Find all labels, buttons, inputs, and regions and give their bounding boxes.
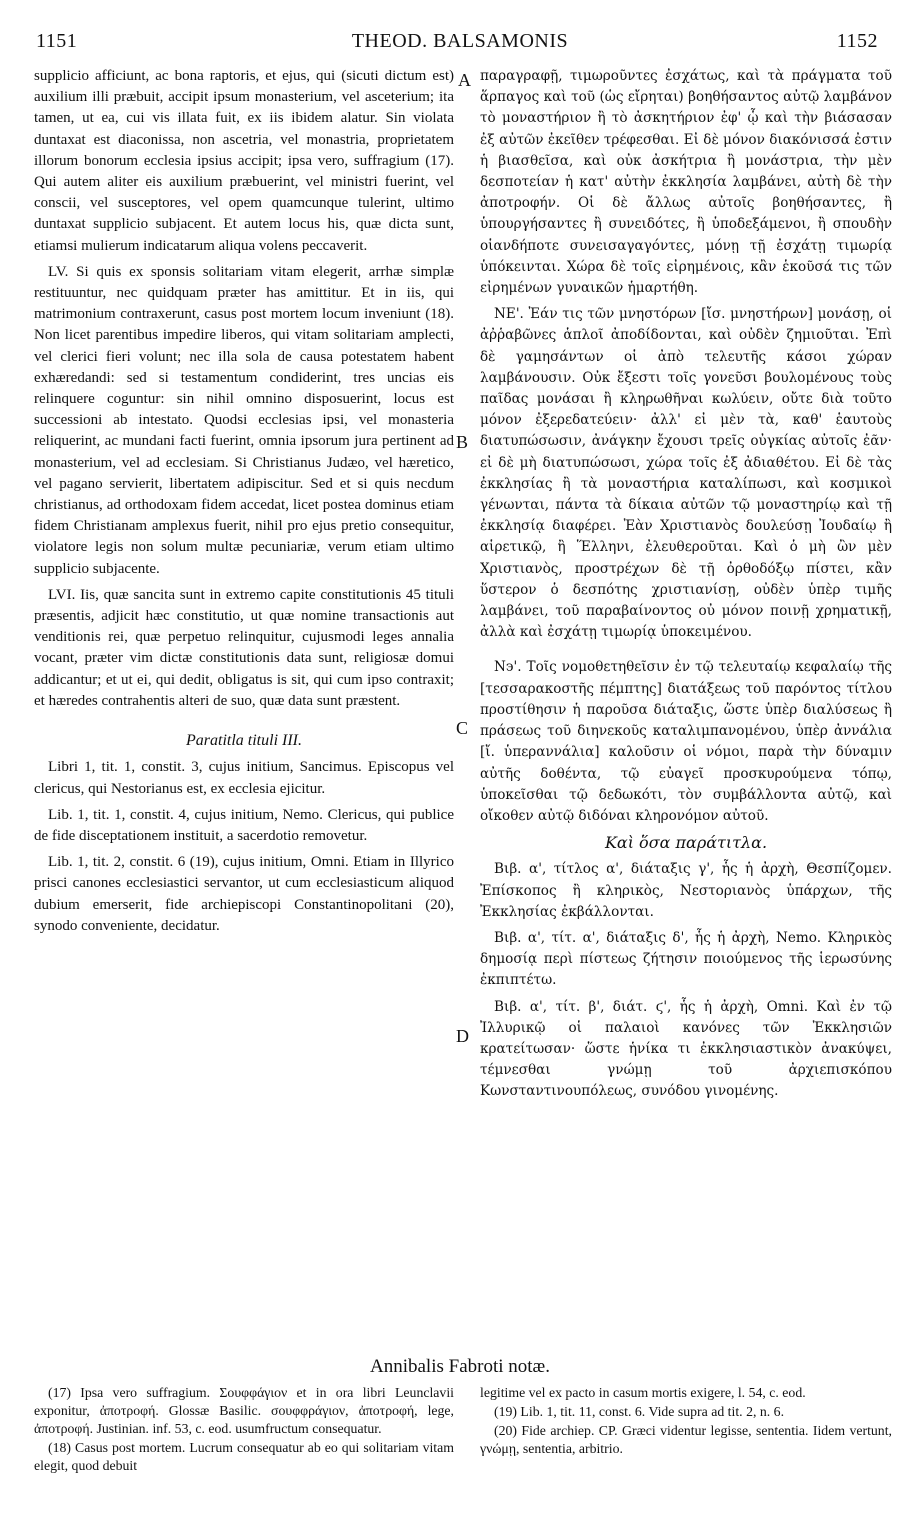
- section-marker-b: B: [456, 432, 469, 452]
- section-marker-d: D: [456, 1026, 469, 1046]
- greek-paratitla-3: Βιβ. α', τίτ. β', διάτ. ϛ', ἧς ἡ ἀρχὴ, Omni. Καὶ ἐν τῷ Ἰλλυρικῷ οἱ παλαιοὶ κανόνες τῶν Ἐκκλησιῶν κρατείτωσαν· ὥστε ἡνίκα τι ἐκκλησιαστικὸν ἀνακύψει, τέμνεσθαι γνώμῃ τοῦ ἀρχιεπισκόπου Κωνσταντινουπόλεως, συνόδου γινομένης.: [480, 998, 892, 1100]
- latin-paratitla-3: Lib. 1, tit. 2, constit. 6 (19), cujus initium, Omni. Etiam in Illyrico prisci canones ecclesiastici servantor, ut cum ecclesiasticum aliquod dubium emerserit, fide archiepiscopi Constantinopolitani (20), synodo conveniente, decidatur.: [34, 854, 454, 934]
- notes-column-left: [34, 1384, 454, 1476]
- paratitla-heading-greek: Καὶ ὅσα παράτιτλα.: [604, 833, 768, 853]
- greek-paratitla-1: Βιβ. α', τίτλος α', διάταξις γ', ἧς ἡ ἀρχὴ, Θεσπίζομεν. Ἐπίσκοπος ἢ κληρικὸς, Νεστοριανὸς ὑπάρχων, τῆς Ἐκκλησίας ἐκβάλλονται.: [480, 861, 892, 920]
- latin-paratitla-1: Libri 1, tit. 1, constit. 3, cujus initium, Sancimus. Episcopus vel clericus, qui Nestorianus est, ex ecclesia ejicitur.: [34, 759, 454, 797]
- note-18: (18) Casus post mortem. Lucrum consequatur ab eo qui solitariam vitam elegit, quod debuit: [34, 1440, 454, 1473]
- latin-paragraph-lvi: LVI. Iis, quæ sancita sunt in extremo capite constitutionis 45 tituli præsentis, adjicit hæc constitutio, ut quæ nomine transactionis aut venditionis rei, quæ perpetuo relinquitur, cujusmodi leges annalia vocant, præter vim dictæ constitutionis data sunt, religiosæ domui addicantur; et ut ei, qui dedit, obligatus is sit, qui cum ipso contraxit; et hæredes contrahentis alteri de suo, quæ data sunt præstent.: [34, 586, 454, 709]
- greek-paratitla-2: Βιβ. α', τίτ. α', διάταξις δ', ἧς ἡ ἀρχὴ, Nemo. Κληρικὸς δημοσίᾳ περὶ πίστεως ζήτησιν ποιούμενος τῆς ἱερωσύνης ἐκπιπτέτω.: [480, 929, 892, 989]
- latin-paragraph-1: supplicio afficiunt, ac bona raptoris, et ejus, qui (sicuti dictum est) auxilium illi præbuit, accipit ipsum monasterium, vel asceterium; ita tamen, ut ea, cui vis illata fuit, ex iis ibidem alatur. Sin violata duntaxat est diaconissa, non ascetria, vel monastria, proprietatem illorum bonorum ecclesia ipsius accipit; ipsa vero, suffragium (17). Qui autem aliter eis auxilium præbuerint, vel ministri fuerint, vel conscii, vel susceptores, vel opem quamcunque tulerint, ultimo duntaxat supplicio subjacent. Et autem locus his, quæ dicta sunt, etiamsi mulierum indicatarum aliqua volens peccaverit.: [34, 68, 454, 254]
- greek-paragraph-ns: Ν϶'. Τοῖς νομοθετηθεῖσιν ἐν τῷ τελευταίῳ κεφαλαίῳ τῆς [τεσσαρακοστῆς πέμπτης] διατάξεως τοῦ παρόντος τίτλου προστίθησιν ἡ παροῦσα διάταξις, ὥστε ὑπὲρ διαλύσεως ἢ πράσεως τοῦ διηνεκοῦς καταλιμπανομένου, ὑπὲρ ἀννάλια [ἴ. ὑπεραννάλια] καλοῦσιν οἱ νόμοι, παρὰ τὴν δύναμιν αὐτῆς δοθέντα, τῷ εὐαγεῖ προσκυρούμενα τόπῳ, ὑποκεῖσθαι τῷ δεδωκότι, τὸν συμβάλλοντα αὐτῷ, καὶ οἴκοθεν αὐτῷ διδόναι κληρονόμον αὐτοῦ.: [480, 659, 892, 824]
- latin-paragraph-lv: LV. Si quis ex sponsis solitariam vitam elegerit, arrhæ simplæ restituuntur, nec quidquam præter has amittitur. Et in iis, qui matrimonium contraxerunt, casus post mortem locum inveniunt (18). Non licet parentibus impedire liberos, qui vitam solitariam amplecti, vel clerici fieri volunt; nec illa sola de causa potestatem habent exhæredandi: sed si testamentum condiderint, tres uncias eis relinquere coguntur: sin nihil omnino disposuerint, locus est successioni ab intestato. Quodsi ecclesias ipsi, vel monasteria reliquerint, ac mundani facti fuerint, omnia ipsorum jura pertinent ad monasterium, vel ad ecclesiam. Si Christianus Judæo, vel hæretico, vel pagano servierit, libertatem adipiscitur. Sed et si quis necdum christianus, ad orthodoxam fidem accedat, licet postea dominus etiam fidem Christianam amplexus fuerit, nihil pro ejus pretio consequitur, violatore legis non solum multæ pecuniariæ, verum etiam ultimo supplicio subjacente.: [34, 263, 454, 577]
- greek-paragraph-1: παραγραφῇ, τιμωροῦντες ἐσχάτως, καὶ τὰ πράγματα τοῦ ἅρπαγος καὶ τοῦ (ὡς εἴρηται) βοηθήσαντος αὐτῷ λαμβάνον τὸ μοναστήριον ἢ τὸ ἀσκητήριον ἐφ' ᾧ καὶ τὴν βιάσασαν ἐξ αὐτῶν ἐκεῖθεν τρέφεσθαι. Εἰ δὲ μόνον διακόνισσά ἐστιν ἡ βιασθεῖσα, καὶ οὐκ ἀσκήτρια ἢ μονάστρια, τὴν μὲν δεσποτείαν ἡ κατ' αὐτὴν ἐκκλησία λαμβάνει, αὐτὴ δὲ τὴν ἀποτροφήν. Οἱ δὲ ἄλλως αὐτοῖς βοηθήσαντες, ἢ ὑπουργήσαντες ἢ συνειδότες, ἢ ὑποδεξάμενοι, ἢ σπουδὴν οἱανδήποτε συνεισαγαγόντες, μόνῃ τῇ ἐσχάτῃ τιμωρίᾳ ὑπόκεινται. Χώρα δὲ τοῖς εἰρημένοις, κἂν ἑκοῦσά τις τῶν εἰρημένων γυναικῶν ἡμαρτήθη.: [480, 68, 892, 297]
- note-19: (19) Lib. 1, tit. 11, const. 6. Vide supra ad tit. 2, n. 6.: [494, 1404, 785, 1419]
- notes-heading: Annibalis Fabroti notæ.: [370, 1356, 550, 1377]
- page-number-right: 1152: [836, 30, 878, 52]
- page-number-left: 1151: [36, 30, 78, 52]
- page-header: [28, 30, 892, 56]
- paratitla-heading-latin: Paratitla tituli III.: [186, 732, 302, 750]
- greek-column: [480, 66, 892, 1108]
- note-20: (20) Fide archiep. CP. Græci videntur legisse, sententia. Iidem vertunt, γνώμῃ, sententia, arbitrio.: [480, 1423, 892, 1456]
- section-marker-c: C: [456, 718, 469, 738]
- latin-column: [34, 66, 454, 942]
- greek-paragraph-ne: ΝΕ'. Ἐάν τις τῶν μνηστόρων [ἴσ. μνηστήρων] μονάσῃ, οἱ ἀῤῥαβῶνες ἁπλοῖ ἀποδίδονται, καὶ οὐδὲν ζημιοῦται. Ἐπὶ δὲ γαμησάντων οἱ ἀπὸ τελευτῆς κάσοι χώραν λαμβάνουσιν. Οὐκ ἔξεστι τοῖς γονεῦσι βουλομένους τοὺς παῖδας μονάσαι ἢ κληρωθῆναι κωλύειν, οὔτε διὰ τοῦτο μόνον ἐξερεδατεύειν· ἀλλ' εἰ μὲν τὰ, καθ' ἑαυτοὺς διατυπώσωσιν, ἀνάγκην ἔχουσι τρεῖς οὐγκίας αὐτοῖς ἐᾶν· εἰ δὲ μὴ διατυπώσωσι, χώρα τοῖς ἐξ ἀδιαθέτου. Εἰ δὲ τὰς ἐκκλησίας ἢ τὰ μοναστήρια καταλίπωσι, καὶ κοσμικοὶ γένωνται, πάντα τὰ δίκαια αὐτῶν τῷ μοναστηρίῳ καὶ τῇ ἐκκλησίᾳ διαφέρει. Ἐὰν Χριστιανὸς δουλεύσῃ Ἰουδαίῳ ἢ αἱρετικῷ, ἢ Ἕλληνι, ἐλευθεροῦται. Καὶ ὁ μὴ ὢν μὲν Χριστιανὸς, προστρέχων δὲ τῇ ὀρθοδόξῳ πίστει, κἂν ὕστερον ὁ δεσπότης χριστιανίσῃ, οὐδὲν ὑπὲρ τιμῆς λαμβάνει, τοῦ παραβαίνοντος οὐ μόνον ποινῇ χρηματικῇ, ἀλλὰ καὶ ἐσχάτῃ τιμωρίᾳ ὑποκειμένου.: [480, 306, 892, 641]
- section-marker-a: A: [458, 70, 471, 90]
- note-17: (17) Ipsa vero suffragium. Σουφφάγιον et in ora libri Leunclavii exponitur, ἀποτροφή. Glossæ Basilic. σουφφράγιον, ἀποτροφή, lege, ἀποτροφή. Justinian. inf. 53, c. eod. usumfructum consequatur.: [34, 1385, 454, 1436]
- running-title: THEOD. BALSAMONIS: [351, 30, 569, 52]
- note-18-continued: legitime vel ex pacto in casum mortis exigere, l. 54, c. eod.: [480, 1385, 806, 1400]
- notes-column-right: [480, 1384, 892, 1459]
- latin-paratitla-2: Lib. 1, tit. 1, constit. 4, cujus initium, Nemo. Clericus, qui publice de fide disceptationem instituit, a sacerdotio removetur.: [34, 806, 454, 844]
